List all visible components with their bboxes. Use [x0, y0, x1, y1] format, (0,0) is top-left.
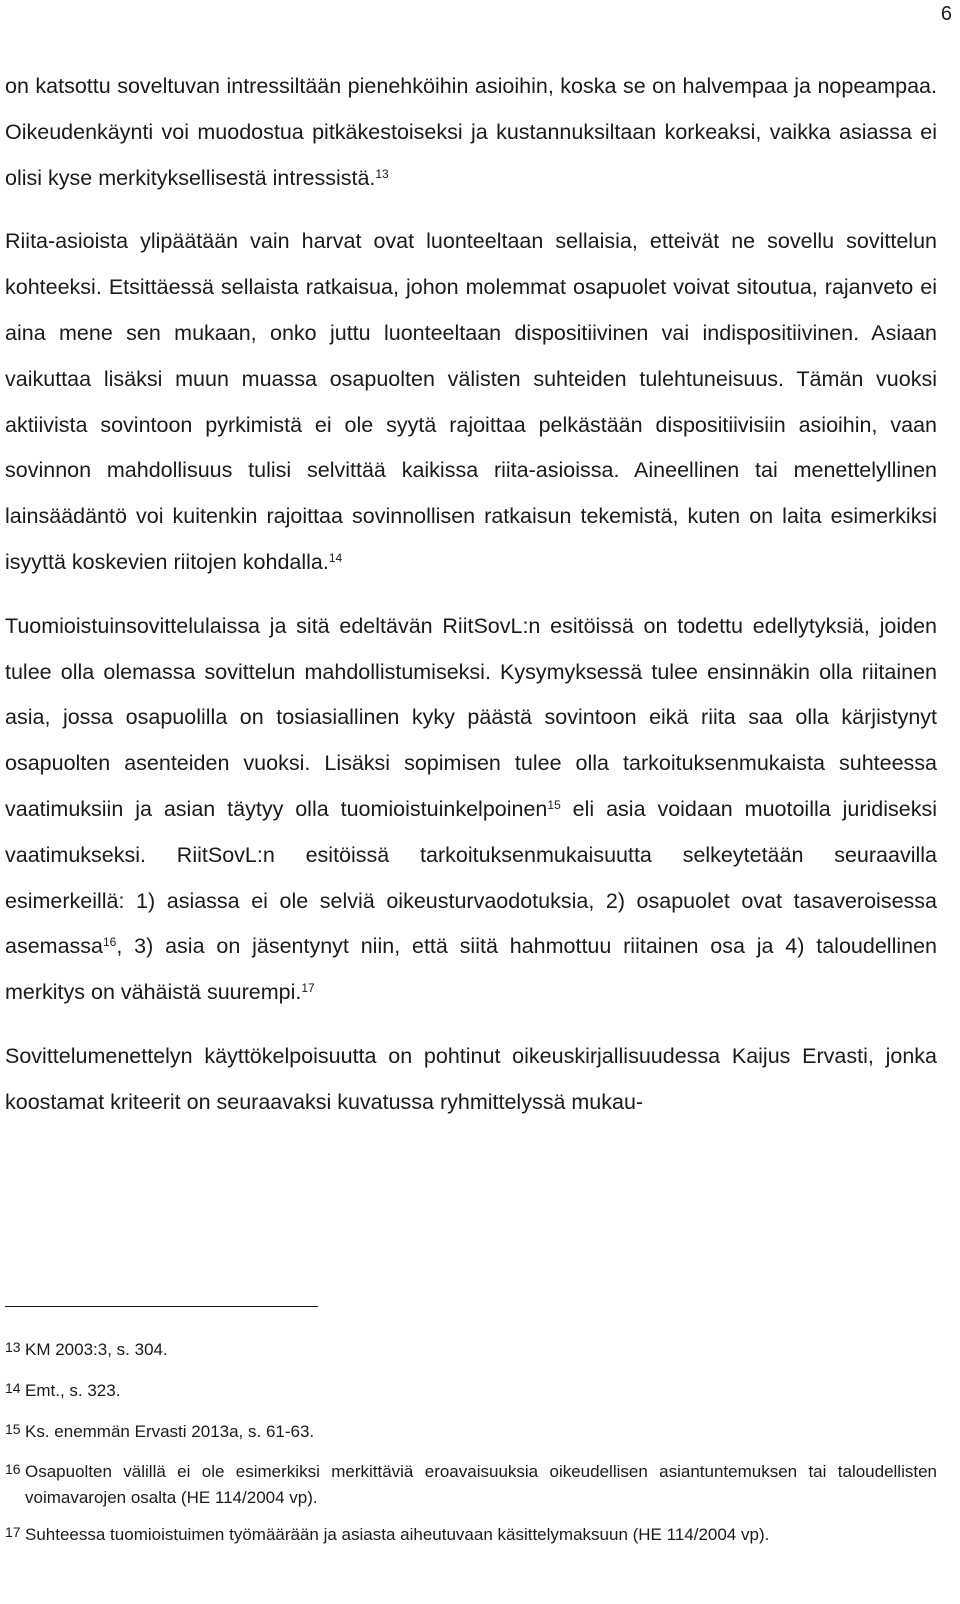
footnote-text: Suhteessa tuomioistuimen työmäärään ja asiasta aiheutuvaan käsittelymaksuun (HE 114/2004 vp). — [25, 1525, 770, 1544]
paragraph-3 — [5, 604, 937, 1016]
paragraph-text: Riita-asioista ylipäätään vain harvat ovat luonteeltaan sellaisia, etteivät ne sovellu sovittelun kohteeksi. Etsittäessä sellaista ratkaisua, johon molemmat osapuolet voivat sitoutua, rajanveto ei aina mene sen mukaan, onko juttu luonteeltaan dispositiivinen vai indispositiivinen. Asiaan vaikuttaa lisäksi muun muassa osapuolten välisten suhteiden tulehtuneisuus. Tämän vuoksi aktiivista sovintoon pyrkimistä ei ole syytä rajoittaa pelkästään dispositiivisiin asioihin, vaan sovinnon mahdollisuus tulisi selvittää kaikissa riita-asioissa. Aineellinen tai menettelyllinen lainsäädäntö voi kuitenkin rajoittaa sovinnollisen ratkaisun tekemistä, kuten on laita esimerkiksi isyyttä koskevien riitojen kohdalla. — [5, 229, 937, 574]
footnote-14 — [5, 1378, 937, 1404]
body-text — [5, 64, 937, 1126]
paragraph-2 — [5, 219, 937, 585]
footnote-ref-14[interactable]: 14 — [328, 550, 343, 565]
footnote-16 — [5, 1459, 937, 1511]
paragraph-1 — [5, 64, 937, 201]
footnote-15 — [5, 1419, 937, 1445]
footnote-number: 14 — [5, 1380, 21, 1396]
paragraph-text: , 3) asia on jäsentynyt niin, että siitä hahmottuu riitainen osa ja 4) taloudellinen merkitys on vähäistä suurempi. — [5, 934, 937, 1005]
footnote-text: Ks. enemmän Ervasti 2013a, s. 61-63. — [25, 1422, 315, 1441]
footnote-number: 17 — [5, 1524, 21, 1540]
paragraph-text: Sovittelumenettelyn käyttökelpoisuutta on pohtinut oikeuskirjallisuudessa Kaijus Ervasti, jonka koostamat kriteerit on seuraavaksi kuvatussa ryhmittelyssä mukau- — [5, 1043, 937, 1114]
paragraph-text: Tuomioistuinsovittelulaissa ja sitä edeltävän RiitSovL:n esitöissä on todettu edellytyksiä, joiden tulee olla olemassa sovittelun mahdollistumiseksi. Kysymyksessä tulee ensinnäkin olla riitainen asia, jossa osapuolilla on tosiasiallinen kyky päästä sovintoon eikä riita saa olla kärjistynyt osapuolten asenteiden vuoksi. Lisäksi sopimisen tulee olla tarkoituksenmukaista suhteessa vaatimuksiin ja asian täytyy olla tuomioistuinkelpoinen — [5, 613, 937, 821]
footnote-ref-16[interactable]: 16 — [103, 935, 117, 950]
footnote-text: KM 2003:3, s. 304. — [25, 1340, 168, 1359]
paragraph-text: on katsottu soveltuvan intressiltään pienehköihin asioihin, koska se on halvempaa ja nopeampaa. Oikeudenkäynti voi muodostua pitkäkestoiseksi ja kustannuksiltaan korkeaksi, vaikka asiassa ei olisi kyse merkityksellisestä intressistä. — [5, 74, 937, 190]
paragraph-text: eli asia voidaan muotoilla juridiseksi vaatimukseksi. RiitSovL:n esitöissä tarkoituksenmukaisuutta selkeytetään seuraavilla esimerkeillä: 1) asiassa ei ole selviä oikeusturvaodotuksia, 2) osapuolet ovat tasaveroisessa asemassa — [5, 796, 938, 959]
footnote-number: 16 — [5, 1461, 21, 1477]
footnote-number: 13 — [5, 1339, 21, 1355]
footnote-17 — [5, 1522, 937, 1548]
footnote-ref-13[interactable]: 13 — [375, 166, 389, 181]
footnote-ref-15[interactable]: 15 — [547, 797, 561, 812]
footnote-text: Emt., s. 323. — [25, 1381, 121, 1400]
footnote-number: 15 — [5, 1421, 21, 1437]
footnote-ref-17[interactable]: 17 — [301, 981, 315, 996]
footnote-text: Osapuolten välillä ei ole esimerkiksi merkittäviä eroavaisuuksia oikeudellisen asiantuntemuksen tai taloudellisten voimavarojen osalta (HE 114/2004 vp). — [25, 1462, 937, 1507]
paragraph-4 — [5, 1034, 937, 1126]
footnote-divider — [5, 1306, 318, 1307]
footnote-13 — [5, 1337, 937, 1363]
page-number: 6 — [940, 3, 952, 25]
